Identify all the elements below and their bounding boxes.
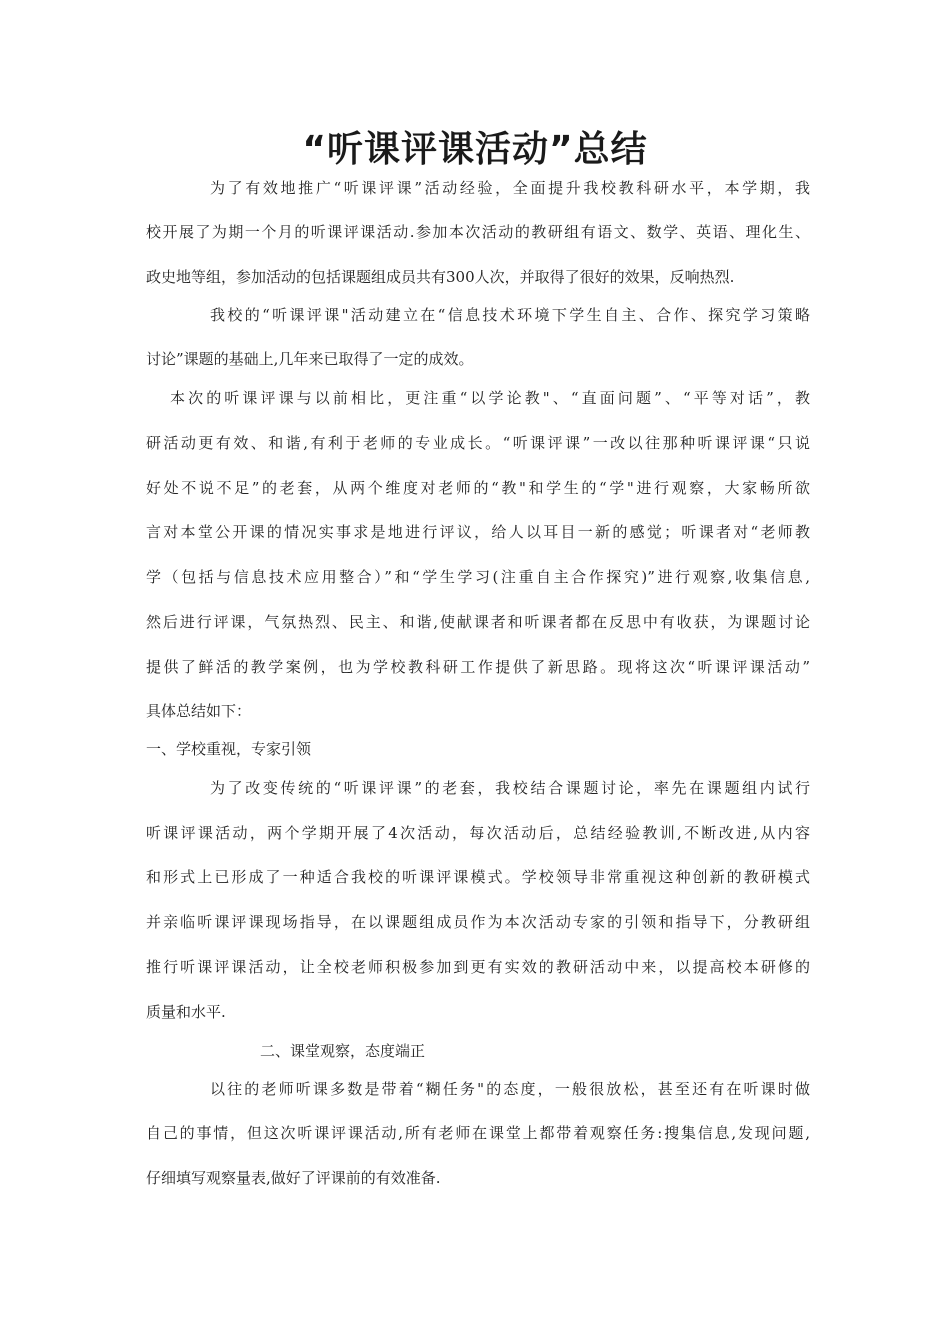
paragraph-line: 然后进行评课，气氛热烈、民主、和谐,使献课者和听课者都在反思中有收获，为课题讨论 [146, 613, 810, 631]
paragraph-line: 政史地等组，参加活动的包括课题组成员共有300人次，并取得了很好的效果，反响热烈. [146, 268, 735, 286]
paragraph-line: 仔细填写观察量表,做好了评课前的有效准备. [146, 1169, 441, 1187]
paragraph-line: 和形式上已形成了一种适合我校的听课评课模式。学校领导非常重视这种创新的教研模式 [146, 868, 810, 886]
paragraph-line: 听课评课活动，两个学期开展了4次活动，每次活动后，总结经验教训,不断改进,从内容 [146, 824, 810, 842]
document-title: “听课评课活动”总结 [302, 129, 648, 170]
paragraph-line: 研活动更有效、和谐,有利于老师的专业成长。“听课评课”一改以往那种听课评课“只说 [146, 434, 810, 452]
paragraph-line: 校开展了为期一个月的听课评课活动.参加本次活动的教研组有语文、数学、英语、理化生、 [146, 223, 810, 241]
paragraph-line: 本次的听课评课与以前相比，更注重“以学论教"、“直面问题”、“平等对话”，教 [170, 389, 810, 407]
paragraph-line: 为了有效地推广“听课评课”活动经验，全面提升我校教科研水平，本学期，我 [210, 179, 810, 197]
paragraph-line: 为了改变传统的“听课评课”的老套，我校结合课题讨论，率先在课题组内试行 [210, 779, 810, 797]
paragraph-line: 具体总结如下： [146, 702, 252, 720]
paragraph-line: 质量和水平. [146, 1003, 226, 1021]
paragraph-line: 提供了鲜活的教学案例，也为学校教科研工作提供了新思路。现将这次“听课评课活动” [146, 658, 810, 676]
paragraph-line: 以往的老师听课多数是带着“糊任务"的态度，一般很放松，甚至还有在听课时做 [210, 1080, 810, 1098]
section-heading: 一、学校重视，专家引领 [146, 740, 312, 758]
paragraph-line: 讨论”课题的基础上,几年来已取得了一定的成效。 [146, 350, 474, 368]
paragraph-line: 自己的事情，但这次听课评课活动,所有老师在课堂上都带着观察任务:搜集信息,发现问题, [146, 1124, 810, 1142]
section-heading: 二、课堂观察，态度端正 [260, 1042, 426, 1060]
paragraph-line: 我校的“听课评课"活动建立在“信息技术环境下学生自主、合作、探究学习策略 [210, 306, 810, 324]
paragraph-line: 推行听课评课活动，让全校老师积极参加到更有实效的教研活动中来，以提高校本研修的 [146, 958, 810, 976]
paragraph-line: 好处不说不足”的老套，从两个维度对老师的“教"和学生的“学"进行观察，大家畅所欲 [146, 479, 810, 497]
paragraph-line: 学（包括与信息技术应用整合）”和“学生学习(注重自主合作探究)”进行观察,收集信息, [146, 568, 810, 586]
paragraph-line: 言对本堂公开课的情况实事求是地进行评议，给人以耳目一新的感觉；听课者对“老师教 [146, 523, 810, 541]
paragraph-line: 并亲临听课评课现场指导，在以课题组成员作为本次活动专家的引领和指导下，分教研组 [146, 913, 810, 931]
